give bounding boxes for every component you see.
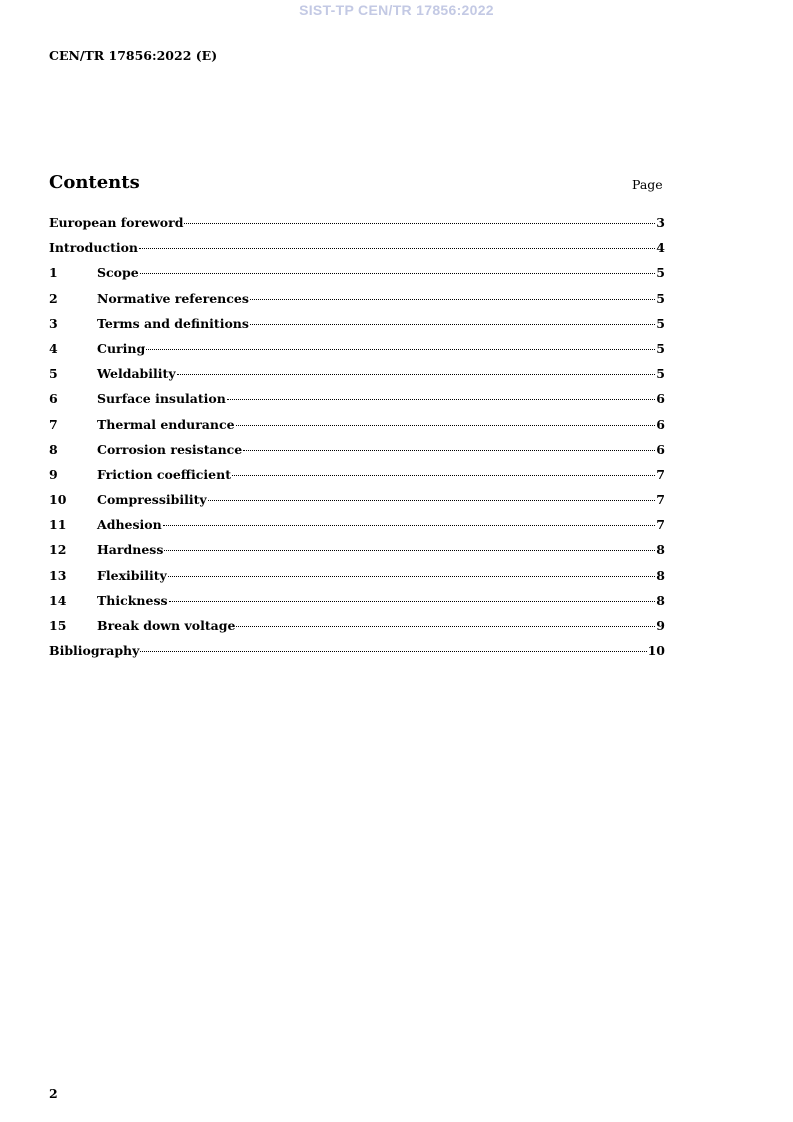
toc-dot-leader: [169, 601, 656, 602]
toc-entry-number: 2: [49, 290, 58, 306]
toc-entry-title: Hardness: [97, 542, 164, 558]
toc-entry-number: 12: [49, 542, 67, 558]
toc-entry-title: Bibliography: [49, 643, 140, 659]
toc-entry[interactable]: [49, 291, 665, 316]
toc-entry-page: 7: [656, 517, 665, 533]
toc-dot-leader: [139, 248, 655, 249]
toc-entry-number: 13: [49, 567, 67, 583]
toc-entry-number: 3: [49, 315, 58, 331]
toc-entry-page: 7: [656, 492, 665, 508]
toc-entry[interactable]: [49, 643, 665, 668]
toc-dot-leader: [227, 399, 655, 400]
toc-dot-leader: [164, 550, 655, 551]
toc-entry-page: 5: [656, 366, 665, 382]
toc-entry-title: Surface insulation: [97, 391, 226, 407]
toc-entry-title: Break down voltage: [97, 618, 236, 633]
toc-entry[interactable]: [49, 467, 665, 492]
contents-heading: Contents: [49, 172, 140, 193]
toc-entry[interactable]: [49, 240, 665, 265]
toc-dot-leader: [140, 651, 646, 652]
toc-entry[interactable]: [49, 542, 665, 567]
toc-entry-title: Curing: [97, 340, 146, 356]
toc-entry-page: 6: [656, 441, 665, 457]
toc-entry-page: 6: [656, 416, 665, 432]
toc-entry-number: 14: [49, 592, 67, 608]
toc-entry-number: 7: [49, 416, 58, 432]
toc-entry-title: Thickness: [97, 592, 168, 608]
toc-entry-title: Normative references: [97, 290, 249, 306]
toc-entry[interactable]: [49, 265, 665, 290]
toc-dot-leader: [236, 626, 655, 627]
toc-dot-leader: [168, 576, 655, 577]
toc-entry-title: Compressibility: [97, 492, 207, 508]
toc-entry[interactable]: [49, 366, 665, 391]
toc-entry-title: European foreword: [49, 215, 184, 230]
toc-entry[interactable]: [49, 492, 665, 517]
toc-entry-page: 8: [656, 592, 665, 608]
toc-entry-page: 9: [656, 618, 665, 633]
table-of-contents: [49, 215, 665, 668]
toc-entry-page: 5: [656, 265, 665, 281]
toc-dot-leader: [208, 500, 656, 501]
toc-dot-leader: [232, 475, 655, 476]
toc-entry-page: 8: [656, 542, 665, 558]
toc-entry-title: Adhesion: [97, 517, 162, 533]
toc-entry-title: Friction coefficient: [97, 466, 231, 482]
toc-entry-page: 6: [656, 391, 665, 407]
toc-entry-number: 5: [49, 366, 58, 382]
document-id: CEN/TR 17856:2022 (E): [49, 48, 218, 63]
toc-entry-page: 8: [656, 567, 665, 583]
toc-entry-number: 6: [49, 391, 58, 407]
page-number: 2: [49, 1086, 58, 1101]
toc-dot-leader: [146, 349, 655, 350]
toc-entry-title: Introduction: [49, 240, 139, 256]
toc-dot-leader: [243, 450, 655, 451]
toc-entry[interactable]: [49, 618, 665, 643]
toc-dot-leader: [177, 374, 656, 375]
toc-entry[interactable]: [49, 593, 665, 618]
toc-entry-page: 5: [656, 315, 665, 331]
toc-dot-leader: [250, 324, 655, 325]
toc-entry[interactable]: [49, 517, 665, 542]
toc-entry[interactable]: [49, 442, 665, 467]
toc-entry[interactable]: [49, 341, 665, 366]
toc-entry-number: 11: [49, 517, 67, 533]
toc-dot-leader: [184, 223, 655, 224]
toc-entry[interactable]: [49, 417, 665, 442]
toc-entry-title: Weldability: [97, 366, 176, 382]
page-column-label: Page: [632, 177, 663, 192]
toc-entry-number: 1: [49, 265, 58, 281]
toc-entry-number: 15: [49, 618, 67, 633]
toc-entry-number: 4: [49, 340, 58, 356]
toc-dot-leader: [236, 425, 656, 426]
toc-entry[interactable]: [49, 215, 665, 240]
toc-dot-leader: [163, 525, 656, 526]
watermark: SIST-TP CEN/TR 17856:2022: [299, 2, 494, 18]
toc-entry-page: 3: [656, 215, 665, 230]
toc-entry-title: Flexibility: [97, 567, 167, 583]
toc-entry-title: Terms and definitions: [97, 315, 249, 331]
toc-dot-leader: [140, 273, 656, 274]
toc-entry[interactable]: [49, 391, 665, 416]
toc-entry-title: Corrosion resistance: [97, 441, 243, 457]
toc-dot-leader: [250, 299, 655, 300]
toc-entry-number: 8: [49, 441, 58, 457]
toc-entry[interactable]: [49, 568, 665, 593]
toc-entry[interactable]: [49, 316, 665, 341]
toc-entry-page: 5: [656, 290, 665, 306]
toc-entry-page: 4: [656, 240, 665, 256]
toc-entry-title: Scope: [97, 265, 139, 281]
toc-entry-page: 5: [656, 340, 665, 356]
toc-entry-number: 10: [49, 492, 67, 508]
toc-entry-page: 7: [656, 466, 665, 482]
toc-entry-title: Thermal endurance: [97, 416, 235, 432]
toc-entry-number: 9: [49, 466, 58, 482]
toc-entry-page: 10: [647, 643, 665, 659]
